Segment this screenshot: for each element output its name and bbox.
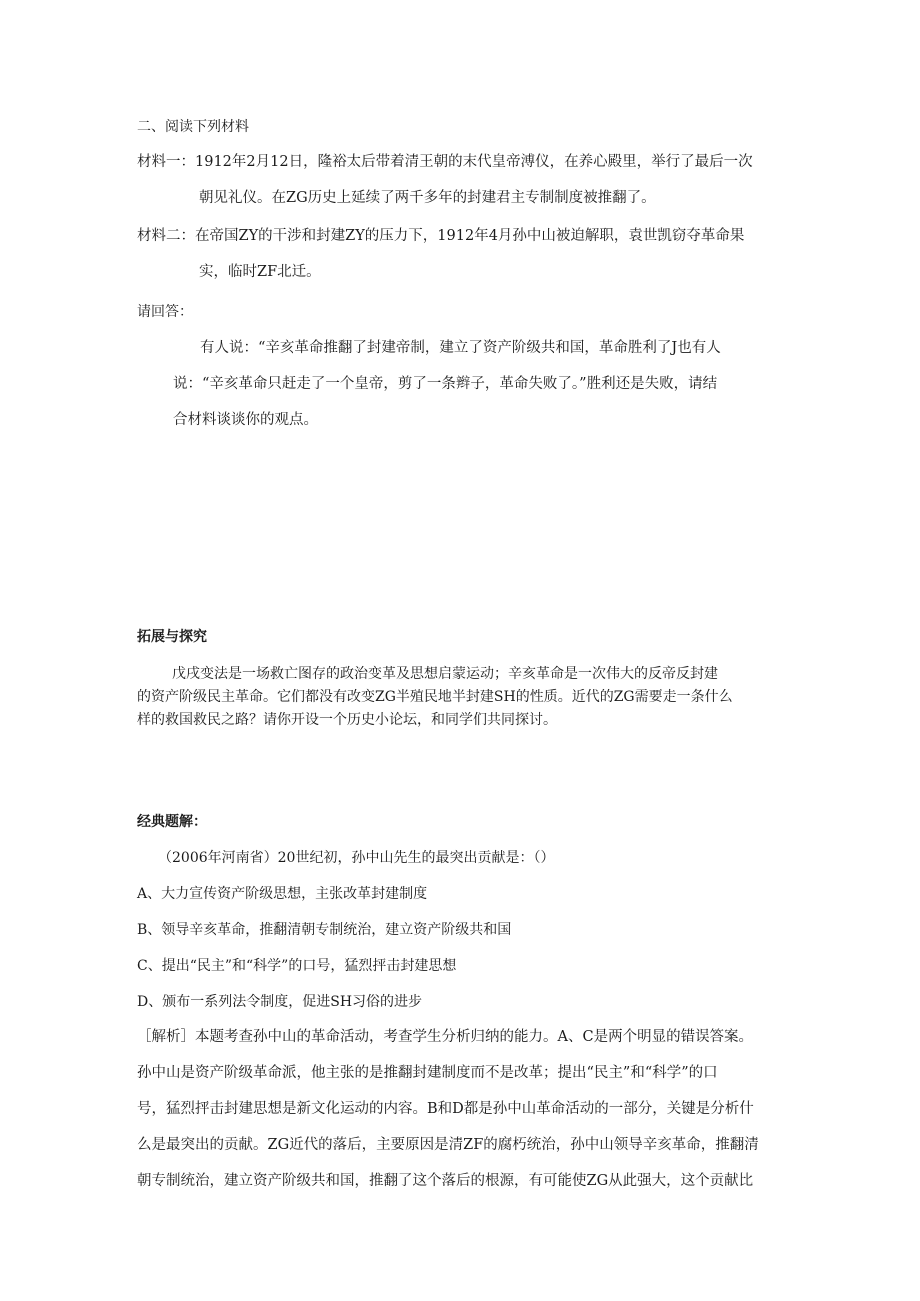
classic-heading: 经典题解：	[137, 814, 207, 830]
material-one-line-1: 材料一：1912年2月12日，隆裕太后带着清王朝的末代皇帝溥仪，在养心殿里，举行了最后一次	[137, 154, 753, 170]
analysis-line-5: 朝专制统治，建立资产阶级共和国，推翻了这个落后的根源，有可能使ZG从此强大，这个贡献比	[137, 1173, 754, 1189]
option-b: B、领导辛亥革命，推翻清朝专制统治，建立资产阶级共和国	[137, 922, 512, 938]
material-two-line-1: 材料二：在帝国ZY的干涉和封建ZY的压力下，1912年4月孙中山被迫解职，袁世凯窃夺革命果	[137, 228, 745, 244]
material-one-line-2: 朝见礼仪。在ZG历史上延续了两千多年的封建君主专制制度被推翻了。	[199, 190, 656, 206]
option-d: D、颁布一系列法令制度，促进SH习俗的进步	[137, 994, 423, 1010]
explore-heading: 拓展与探究	[137, 629, 207, 645]
explore-line-1: 戊戌变法是一场救亡图存的政治变革及思想启蒙运动；辛亥革命是一次伟大的反帝反封建	[172, 666, 718, 682]
explore-line-3: 样的救国救民之路？请你开设一个历史小论坛，和同学们共同探讨。	[137, 712, 557, 728]
classic-question: （2006年河南省）20世纪初，孙中山先生的最突出贡献是：（）	[158, 850, 555, 866]
question-line-1: 有人说：“辛亥革命推翻了封建帝制，建立了资产阶级共和国，革命胜利了J也有人	[200, 340, 721, 356]
analysis-line-1: ［解析］本题考查孙中山的革命活动，考查学生分析归纳的能力。A、C是两个明显的错误答案。	[137, 1029, 754, 1045]
question-line-3: 合材料谈谈你的观点。	[173, 412, 318, 428]
section-heading: 二、阅读下列材料	[137, 119, 249, 135]
material-two-line-2: 实，临时ZF北迁。	[199, 264, 321, 280]
option-a: A、大力宣传资产阶级思想，主张改革封建制度	[137, 886, 428, 902]
question-label: 请回答：	[137, 304, 193, 320]
question-line-2: 说：“辛亥革命只赶走了一个皇帝，剪了一条辫子，革命失败了。”胜利还是失败，请结	[173, 376, 718, 392]
analysis-line-4: 么是最突出的贡献。ZG近代的落后，主要原因是清ZF的腐朽统治，孙中山领导辛亥革命，推翻清	[137, 1137, 759, 1153]
analysis-line-2: 孙中山是资产阶级革命派，他主张的是推翻封建制度而不是改革；提出“民主”和“科学”的口	[137, 1065, 718, 1081]
analysis-line-3: 号，猛烈抨击封建思想是新文化运动的内容。B和D都是孙中山革命活动的一部分，关键是分析什	[137, 1101, 754, 1117]
explore-line-2: 的资产阶级民主革命。它们都没有改变ZG半殖民地半封建SH的性质。近代的ZG需要走一条什么	[137, 689, 733, 705]
option-c: C、提出“民主”和“科学”的口号，猛烈抨击封建思想	[137, 958, 457, 974]
